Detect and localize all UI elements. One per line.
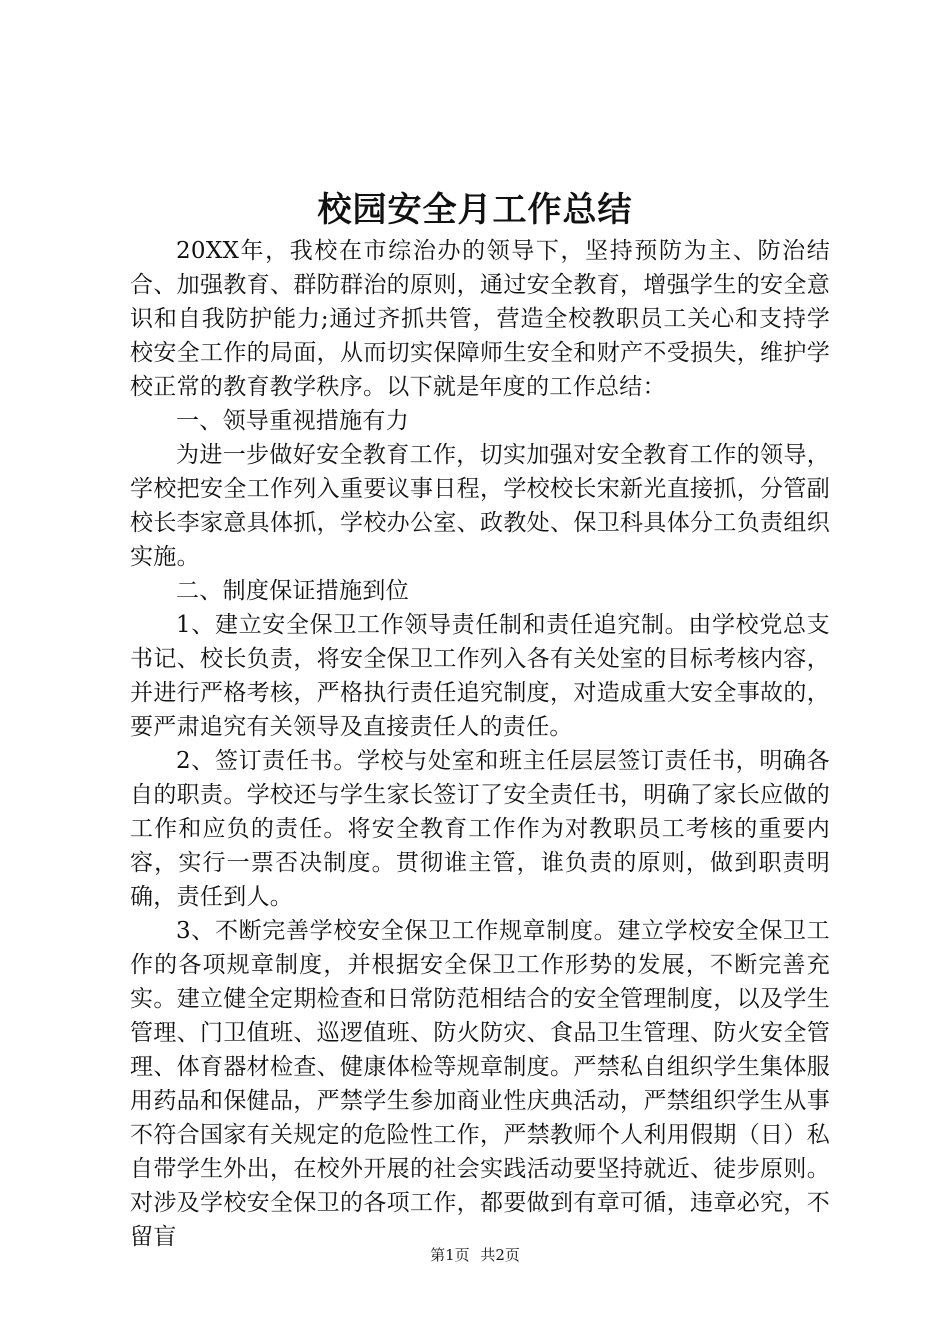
document-title: 校园安全月工作总结 <box>317 190 633 230</box>
section-2-item-2: 2、签订责任书。学校与处室和班主任层层签订责任书，明确各自的职责。学校还与学生家长签订了安全责任书，明确了家长应做的工作和应负的责任。将安全教育工作作为对教职员工考核的重要内容，实行一票否决制度。贯彻谁主管，谁负责的原则，做到职责明确，责任到人。 <box>130 748 830 910</box>
section-1-paragraph: 为进一步做好安全教育工作，切实加强对安全教育工作的领导，学校把安全工作列入重要议事日程，学校校长宋新光直接抓，分管副校长李家意具体抓，学校办公室、政教处、保卫科具体分工负责组织实施。 <box>130 442 830 570</box>
intro-paragraph: 20XX年，我校在市综治办的领导下，坚持预防为主、防治结合、加强教育、群防群治的原则，通过安全教育，增强学生的安全意识和自我防护能力;通过齐抓共管，营造全校教职员工关心和支持学校安全工作的局面，从而切实保障师生安全和财产不受损失，维护学校正常的教育教学秩序。以下就是年度的工作总结： <box>130 238 830 400</box>
section-2-item-1: 1、建立安全保卫工作领导责任制和责任追究制。由学校党总支书记、校长负责，将安全保卫工作列入各有关处室的目标考核内容，并进行严格考核，严格执行责任追究制度，对造成重大安全事故的，要严肃追究有关领导及直接责任人的责任。 <box>130 612 830 740</box>
section-2-item-3: 3、不断完善学校安全保卫工作规章制度。建立学校安全保卫工作的各项规章制度，并根据安全保卫工作形势的发展，不断完善充实。建立健全定期检查和日常防范相结合的安全管理制度，以及学生管理、门卫值班、巡逻值班、防火防灾、食品卫生管理、防火安全管理、体育器材检查、健康体检等规章制度。严禁私自组织学生集体服用药品和保健品，严禁学生参加商业性庆典活动，严禁组织学生从事不符合国家有关规定的危险性工作，严禁教师个人利用假期（日）私自带学生外出，在校外开展的社会实践活动要坚持就近、徒步原则。对涉及学校安全保卫的各项工作，都要做到有章可循，违章必究，不留盲 <box>130 918 830 1250</box>
page-number: 第1页 <box>430 1246 470 1264</box>
section-heading-2: 二、制度保证措施到位 <box>176 578 409 604</box>
document-body <box>130 234 830 1254</box>
page-total: 共2页 <box>480 1246 520 1264</box>
page-footer <box>0 1245 950 1265</box>
section-heading-1: 一、领导重视措施有力 <box>176 408 409 434</box>
